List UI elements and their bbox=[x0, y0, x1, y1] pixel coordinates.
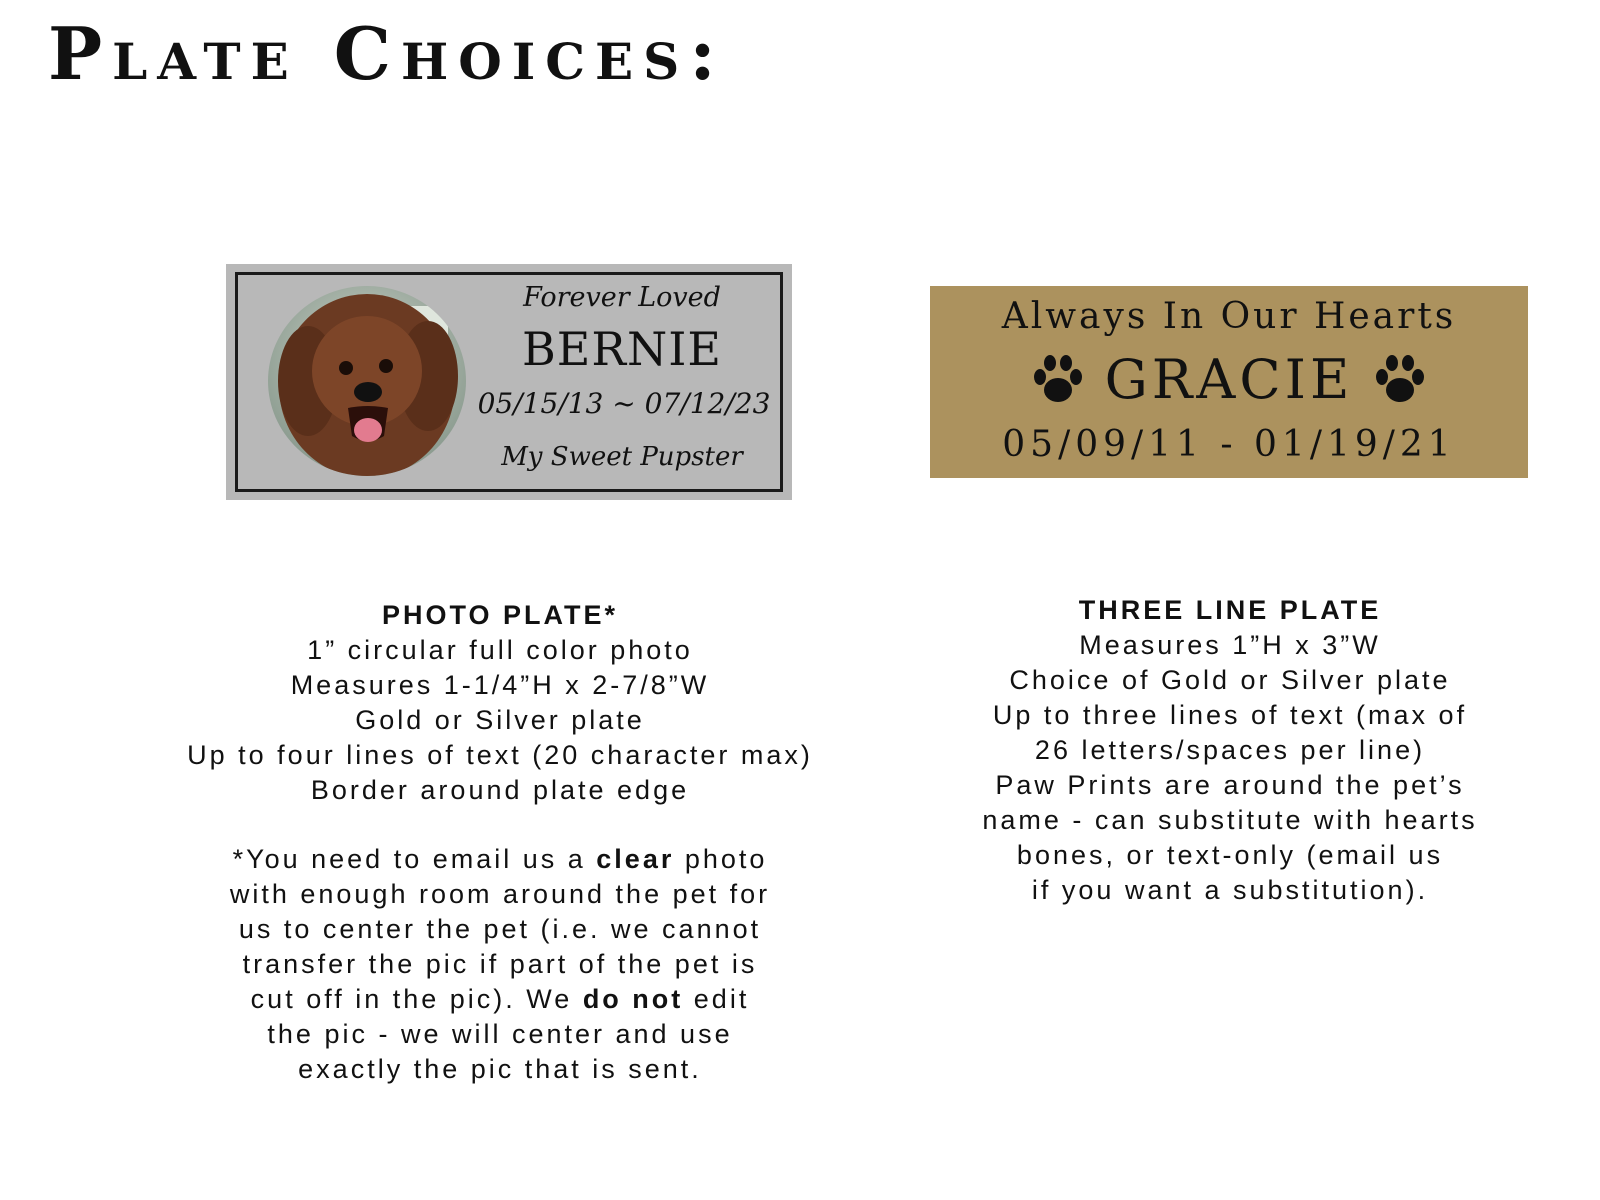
plate-pet-name: BERNIE bbox=[521, 322, 723, 376]
note-line: the pic - we will center and use bbox=[267, 1019, 733, 1049]
spec-line: name - can substitute with hearts bbox=[982, 805, 1478, 835]
note-line: us to center the pet (i.e. we cannot bbox=[238, 914, 762, 944]
plate-line-1: Forever Loved bbox=[523, 282, 721, 313]
three-line-plate-description bbox=[880, 593, 1580, 908]
note-line: exactly the pic that is sent. bbox=[298, 1054, 702, 1084]
note-emphasis: do not bbox=[582, 984, 684, 1014]
plate-line-4: My Sweet Pupster bbox=[501, 442, 743, 472]
photo-plate-sample bbox=[226, 264, 792, 500]
paw-print-icon bbox=[1029, 353, 1087, 407]
paw-print-icon bbox=[1371, 353, 1429, 407]
note-emphasis: clear bbox=[596, 844, 675, 874]
plate-dates: 05/15/13 ~ 07/12/23 bbox=[477, 387, 771, 420]
plate-name-row bbox=[930, 348, 1528, 411]
note-text: photo bbox=[674, 844, 768, 874]
photo-plate-heading: PHOTO PLATE* bbox=[381, 600, 619, 630]
spec-line: Measures 1-1/4”H x 2-7/8”W bbox=[290, 670, 710, 700]
note-line bbox=[100, 982, 900, 1017]
note-line: with enough room around the pet for bbox=[229, 879, 771, 909]
spec-line: Gold or Silver plate bbox=[355, 705, 645, 735]
spec-line: Up to three lines of text (max of bbox=[992, 700, 1468, 730]
note-line bbox=[100, 842, 900, 877]
spec-line: Paw Prints are around the pet’s bbox=[995, 770, 1465, 800]
plate-dates: 05/09/11 - 01/19/21 bbox=[1002, 424, 1456, 465]
three-line-plate-sample bbox=[930, 286, 1528, 478]
dog-photo bbox=[268, 286, 466, 476]
note-line: transfer the pic if part of the pet is bbox=[242, 949, 758, 979]
note-text: *You need to email us a bbox=[232, 844, 597, 874]
spec-line: Up to four lines of text (20 character max) bbox=[187, 740, 813, 770]
photo-plate-description bbox=[100, 598, 900, 1087]
spec-line: if you want a substitution). bbox=[1031, 875, 1429, 905]
plate-pet-name: GRACIE bbox=[1104, 348, 1354, 411]
note-text: edit bbox=[683, 984, 750, 1014]
photo-note bbox=[100, 842, 900, 1087]
spec-line: Choice of Gold or Silver plate bbox=[1009, 665, 1451, 695]
spec-line: Measures 1”H x 3”W bbox=[1079, 630, 1381, 660]
note-text: cut off in the pic). We bbox=[250, 984, 583, 1014]
page-title: Plate Choices: bbox=[48, 11, 726, 96]
three-line-plate-heading: THREE LINE PLATE bbox=[1078, 595, 1382, 625]
spec-line: 26 letters/spaces per line) bbox=[1034, 735, 1426, 765]
spec-line: 1” circular full color photo bbox=[307, 635, 693, 665]
plate-line-1: Always In Our Hearts bbox=[1001, 296, 1457, 337]
spec-line: bones, or text-only (email us bbox=[1016, 840, 1444, 870]
spec-line: Border around plate edge bbox=[310, 775, 690, 805]
